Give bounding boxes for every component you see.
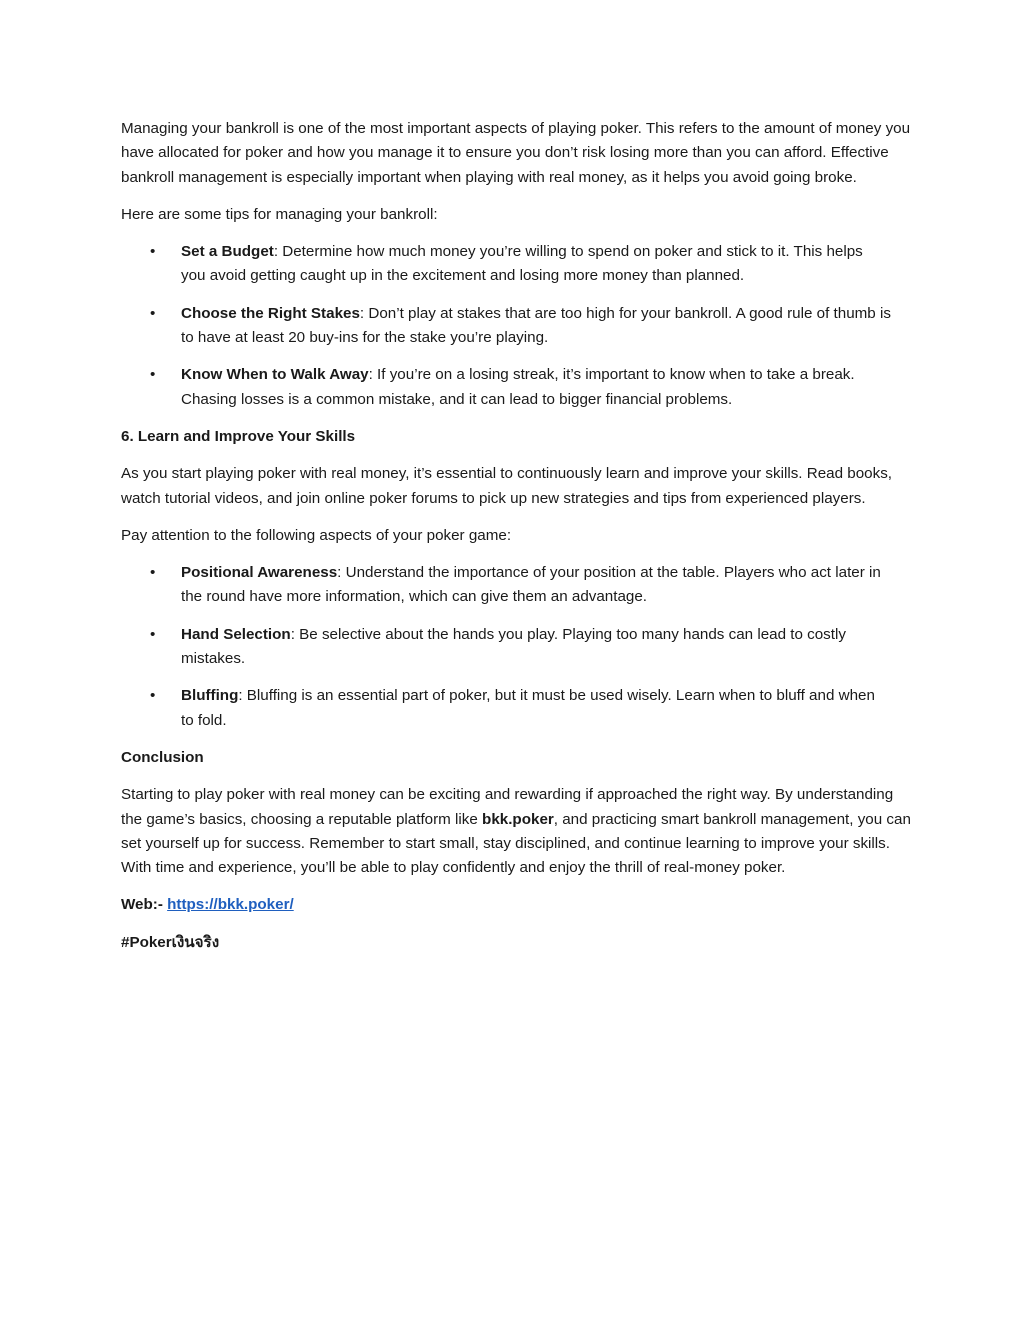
list-item [121, 302, 911, 351]
web-label: Web:- [121, 896, 168, 914]
bullet-icon: • [150, 564, 156, 582]
aspect-term: Positional Awareness [181, 564, 338, 582]
list-item [121, 363, 911, 412]
bullet-icon: • [150, 304, 156, 322]
intro-paragraph: Managing your bankroll is one of the most important aspects of playing poker. This refers to the amount of money you have allocated for poker and how you manage it to ensure you don’t risk losing more than you can afford. Effective bankroll management is especially important when playing with real money, as it helps you avoid going broke. [121, 120, 911, 186]
aspect-term: Bluffing [181, 687, 239, 705]
aspect-term: Hand Selection [181, 625, 291, 643]
conclusion-text-after: , and practicing smart bankroll management, you can set yourself up for success. Remember to start small, stay disciplined, and continue learning to improve your skills. With time and experience, you’ll be able to play confidently and enjoy the thrill of real-money poker. [121, 810, 911, 877]
skill-aspects-list [121, 561, 911, 733]
tip-term: Know When to Walk Away [181, 366, 369, 384]
bullet-icon: • [150, 625, 156, 643]
list-item [121, 684, 911, 733]
tip-text: : Don’t play at stakes that are too high for your bankroll. A good rule of thumb is to have at least 20 buy-ins for the stake you’re playing. [181, 304, 891, 347]
website-link[interactable]: https://bkk.poker/ [167, 896, 294, 914]
list-item [121, 623, 911, 672]
bankroll-tips-list [121, 240, 911, 412]
section-heading: 6. Learn and Improve Your Skills [121, 427, 356, 445]
conclusion-text-before: Starting to play poker with real money can be exciting and rewarding if approached the right way. By understanding the game’s basics, choosing a reputable platform like [121, 786, 894, 828]
conclusion-heading: Conclusion [121, 748, 204, 766]
brand-name: bkk.poker [482, 810, 554, 828]
tip-term: Set a Budget [181, 243, 274, 261]
bullet-icon: • [150, 687, 156, 705]
tip-term: Choose the Right Stakes [181, 304, 360, 322]
aspect-text: : Bluffing is an essential part of poker, but it must be used wisely. Learn when to bluff and when to fold. [181, 687, 875, 729]
document-page [121, 117, 911, 955]
web-line [121, 893, 911, 917]
bullet-icon: • [150, 366, 156, 384]
tip-text: : If you’re on a losing streak, it’s important to know when to take a break. Chasing losses is a common mistake, and it can lead to bigger financial problems. [181, 366, 855, 408]
tip-text: : Determine how much money you’re willing to spend on poker and stick to it. This helps you avoid getting caught up in the excitement and losing more money than planned. [181, 243, 863, 285]
skills-paragraph: As you start playing poker with real money, it’s essential to continuously learn and improve your skills. Read books, watch tutorial videos, and join online poker forums to pick up new strategies and tips from experienced players. [121, 465, 893, 507]
list-item [121, 240, 911, 289]
bullet-icon: • [150, 243, 156, 261]
tips-lead: Here are some tips for managing your bankroll: [121, 205, 438, 223]
hashtag: #Pokerเงินจริง [121, 933, 220, 951]
conclusion-paragraph [121, 783, 911, 880]
aspect-text: : Understand the importance of your position at the table. Players who act later in the round have more information, which can give them an advantage. [181, 564, 881, 606]
aspect-text: : Be selective about the hands you play. Playing too many hands can lead to costly mistakes. [181, 625, 846, 668]
aspects-lead: Pay attention to the following aspects of your poker game: [121, 526, 512, 544]
list-item [121, 561, 911, 610]
